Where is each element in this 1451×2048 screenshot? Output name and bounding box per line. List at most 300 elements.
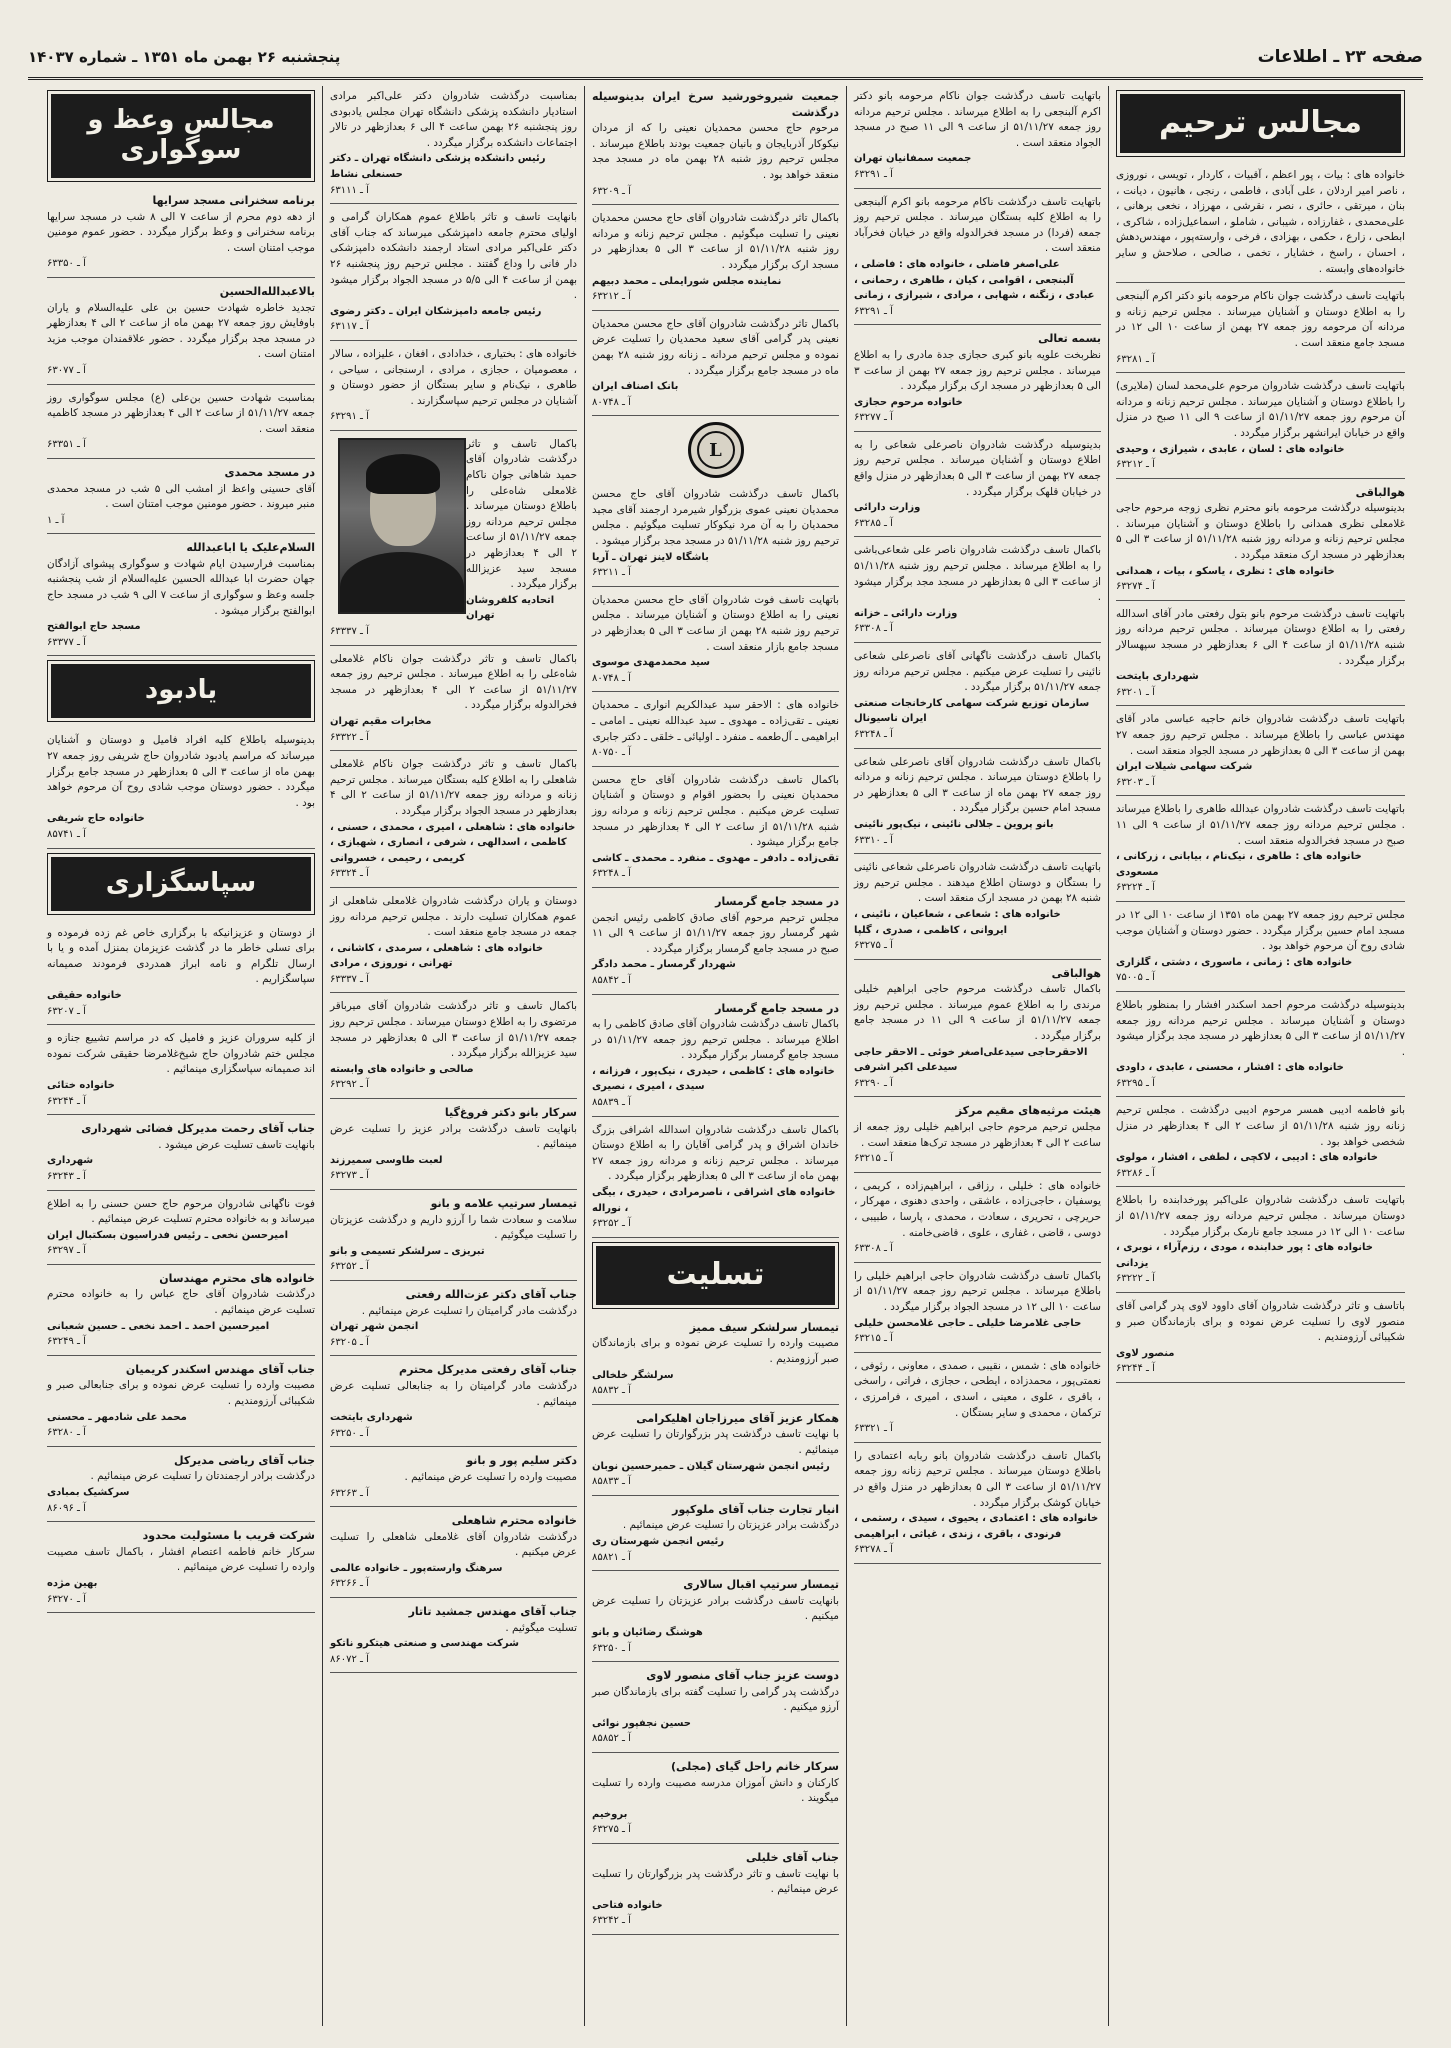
notice-body: باکمال تاسف درگذشت شادروان بانو ربابه اعتمادی را باطلاع دوستان میرساند . مجلس ترحیم زنانه روز جمعه ۵۱/۱۱/۲۷ از ساعت ۳ الی ۵ بعدازظهر در منزل واقع در خیابان کوشک برگزار میگردد . [854, 1449, 1102, 1509]
notice-signature: شهرداری [47, 1155, 94, 1167]
notice-body: با نهایت تاسف درگذشت پدر بزرگوارتان را تسلیت عرض مینمائیم . [592, 1428, 839, 1456]
notice-signature: سازمان توزیع شرکت سهامی کارخانجات صنعتی ایران ناسیونال [854, 697, 1090, 725]
notice [330, 1450, 577, 1507]
notice [854, 1176, 1101, 1263]
notice-code: آ ـ ۸۵۸۲۱ [592, 1551, 631, 1563]
notice-signature: رئیس جامعه دامپزشکان ایران ـ دکتر رضوی [330, 305, 542, 317]
notice-body: بدینوسیله درگذشت شادروان ناصرعلی شعاعی را به اطلاع دوستان و آشنایان میرساند . مجلس ترحیم روز جمعه ۲۷ بهمن از ساعت ۳ الی ۵ بعدازظهر در منزل واقع در خیابان قلهک برگزار میگردد . [854, 438, 1101, 498]
notice [854, 328, 1101, 432]
notice-body: باکمال تاثر درگذشت شادروان آقای حاج محسن محمدیان نعینی پدر گرامی آقای سعید محمدیان را تسلیت عرض نموده و مجلس ترحیم مردانه ـ زنانه روز شنبه ۲۸ بهمن ماه در مسجد جامع برگزار میگردد . [592, 317, 839, 377]
notice-code: آ ـ ۸۵۸۵۲ [592, 1733, 631, 1745]
notice [47, 1525, 315, 1613]
lions-club-logo [688, 422, 744, 478]
notice [1116, 905, 1405, 992]
notice-body: بمناسبت فرارسیدن ایام شهادت و سوگواری پیشوای آزادگان جهان حضرت ابا عبدالله الحسین علیه‌السلام از شب پنجشنبه جلسه وعظ و سوگواری از ساعت ۷ الی ۹ شب در مسجد حاج ابوالفتح برگزار میشود . [47, 557, 315, 617]
notice-code: آ ـ ۶۳۱۱۱ [330, 184, 369, 196]
notice [47, 1028, 315, 1115]
notice-body: خانواده های : خلیلی ، رزاقی ، ابراهیم‌زاده ، کریمی ، یوسفیان ، حاجی‌زاده ، عاشقی ، واحدی دهنوی ، مهرکار ، حریرچی ، تحریری ، سعادت ، محمدی ، پارسا ، طبیبی ، دوسی ، قاضی ، غفاری ، علوی ، قاضی‌خامنه . [854, 1179, 1101, 1239]
notice [854, 540, 1101, 643]
notice-signature: بانک اصناف ایران [592, 381, 679, 393]
notice [592, 1665, 839, 1753]
notice-code: آ ـ ۶۳۲۱۲ [592, 291, 631, 303]
notice-signature: خانواده های : شاهعلی ، امیری ، محمدی ، حسنی ، کاظمی ، اسدالهی ، شرفی ، انصاری ، شهبازی ، کریمی ، رحیمی ، خسروانی [330, 821, 576, 864]
notice-code: آ ـ ۶۳۲۵۰ [592, 1642, 631, 1654]
notice-body: باتهایت تاسف درگذشت شادروان علی‌اکبر پورخدابنده را باطلاع دوستان میرساند . مجلس ترحیم مردانه روز جمعه ۵۱/۱۱/۲۷ از ساعت ۱۰ الی ۱۲ در مسجد جامع نارمک برگزار میگردد . [1116, 1194, 1406, 1238]
notice-signature: الاحقرحاجی سیدعلی‌اصغر خوئی ـ الاحقر حاجی سیدعلی اکبر اشرفی [854, 1046, 1088, 1074]
notice-body: مصیبت وارده را تسلیت عرض مینمائیم . [404, 1470, 577, 1483]
notice-title: تیمسار سرتیپ علامه و بانو [430, 1197, 577, 1210]
notice-body: درگذشت پدر گرامی را تسلیت گفته برای بازماندگان صبر آرزو میکنیم . [592, 1685, 839, 1714]
notice-body: درگذشت شادروان آقای غلامعلی شاهعلی را تسلیت عرض میکنیم . [330, 1530, 577, 1559]
notice-signature: صالحی و خانواده های وابسته [330, 1063, 474, 1075]
notice-title: خانواده های محترم مهندسان [159, 1271, 315, 1285]
notice-signature: خانواده های : زمانی ، ماسوری ، دشتی ، گلزاری [1116, 956, 1353, 968]
notice-body: باکمال تاسف درگذشت شادروان آقای ناصرعلی شعاعی را باطلاع دوستان میرساند . مجلس ترحیم زنانه و مردانه روز جمعه ۲۷ بهمن ماه از ساعت ۳ الی ۵ بعدازظهر در مسجد امام حسین برگزار میگردد . [854, 755, 1101, 815]
page-label: صفحه ۲۳ ـ اطلاعات [1257, 46, 1423, 67]
notice-body: بدینوسیله درگذشت مرحوم احمد اسکندر افشار را بمنظور باطلاع دوستان و آشنایان میرساند . مجلس ترحیم مردانه روز جمعه ۵۱/۱۱/۲۷ از ساعت ۳ الی ۵ بعدازظهر در مسجد مجد برگزار میشود . [1116, 998, 1405, 1058]
notice-signature: شهرداری بایتخت [330, 1412, 413, 1424]
notice-body: تسلیت میگوئیم . [505, 1621, 577, 1634]
notice-signature: بهین مژده [47, 1577, 98, 1589]
notice-body: درگذشت برادر عزیزتان را تسلیت عرض مینمائیم . [622, 1519, 839, 1532]
notice-signature: خانواده حقیقی [47, 989, 122, 1001]
column-5 [1108, 86, 1412, 2026]
notice [47, 537, 315, 656]
col1-notices-a [47, 190, 315, 1613]
notice [1116, 1100, 1405, 1187]
notice-title: هیئت مرثیه‌های مقیم مرکز [955, 1104, 1101, 1118]
notice [330, 344, 577, 431]
notice-code: آ ـ ۶۳۲۷۵ [854, 940, 893, 952]
notice [330, 996, 577, 1099]
notice-signature: اتحادیه کلفروشان تهران [466, 594, 555, 622]
notice-title: تیمسار سرلشکر سیف ممیز [689, 1320, 839, 1334]
notice [330, 1601, 577, 1673]
notice-signature: حاجی غلامرضا خلیلی ـ حاجی غلامحسن خلیلی [854, 1317, 1082, 1329]
col2-notices [330, 86, 577, 1673]
notice-code: آ ـ ۶۳۲۴۸ [592, 868, 631, 880]
portrait-photo [338, 438, 466, 614]
notice [330, 1193, 577, 1281]
notice-signature: شرکت سهامی شیلات ایران [1116, 761, 1253, 773]
notice [592, 1120, 839, 1238]
notice [1116, 286, 1405, 373]
notice-code: آ ـ ۶۳۲۱۵ [854, 1333, 893, 1345]
notice-code: آ ـ ۸۵۸۳۲ [592, 1385, 631, 1397]
notice-body: درگذشت مادر گرامیتان را به جنابعالی تسلیت عرض مینمائیم . [330, 1379, 577, 1408]
notice-code: آ ـ ۶۳۲۸۶ [1116, 1167, 1155, 1179]
notice-signature: خانواده های اشراقی ، ناصرمرادی ، حیدری ، بیگی ، نوراله [592, 1187, 836, 1214]
notice-body: مرحوم حاج محسن محمدیان نعینی را که از مردان نیکوکار آذربایجان و بانیان جمعیت بودند باطلاع میرساند . مجلس ترحیم روز شنبه ۲۸ بهمن ماه در مسجد مجد منعقد خواهد بود . [592, 122, 839, 181]
notice-body: سلامت و سعادت شما را آرزو داریم و درگذشت عزیزتان را تسلیت میگوئیم . [330, 1213, 577, 1242]
notice-code: آ ـ ۶۳۲۹۷ [47, 1245, 86, 1257]
notice-body: باتهایت تاسف درگذشت ناکام مرحومه بانو اکرم آلبنجعی را به اطلاع کلیه بستگان میرساند . مجلس ترحیم روز جمعه (فردا) در مسجد فخرالدوله واقع در خیابان فخرآباد منعقد است . [854, 195, 1101, 255]
notice [47, 1268, 315, 1356]
notice-signature: خانواده های : کاظمی ، حیدری ، نیک‌پور ، فرزانه ، سیدی ، امیری ، نصیری [592, 1065, 835, 1093]
notice-signature: حسین نجفپور نوائی [592, 1717, 692, 1729]
notice-code: آ ـ ۶۳۳۵۰ [47, 258, 86, 270]
notice-code: آ ـ ۶۳۲۷۸ [854, 1544, 893, 1556]
notice [47, 1118, 315, 1190]
notice-signature: خانواده های : پور خدابنده ، مودی ، رزم‌آراء ، نوبری ، یزدانی [1116, 1242, 1373, 1269]
notice [330, 207, 577, 341]
notice-body: باتهایت تاسف درگذشت شادروان مرحوم علی‌محمد لسان (ملایری) را باطلاع دوستان و آشنایان میرساند . مجلس ترحیم زنانه و مردانه آن مرحوم روز جمعه ۵۱/۱۱/۲۷ از ساعت ۹ الی ۱۱ صبح در منزل واقع در خیابان ایرانشهر برگزار میگردد . [1116, 380, 1406, 439]
notice [592, 998, 839, 1117]
notice [592, 1756, 839, 1844]
notice-code: آ ـ ۶۳۳۰۸ [854, 623, 893, 635]
notice-title: جناب آقای رحمت مدیرکل فضائی شهرداری [81, 1122, 315, 1136]
notice [330, 86, 577, 204]
notice-code: آ ـ ۶۳۳۷۷ [47, 636, 86, 648]
notice-code: آ ـ ۶۳۳۲۲ [330, 731, 369, 743]
notice [1116, 482, 1405, 601]
notice [330, 1284, 577, 1356]
notice-code: آ ـ ۶۳۲۴۴ [47, 1095, 86, 1107]
notice-title: سرکار خانم راحل گیای (مجلی) [670, 1760, 839, 1774]
notice [47, 462, 315, 534]
notice-code: آ ـ ۶۳۲۸۱ [1116, 353, 1155, 365]
notice-signature: وزارت دارائی ـ خزانه [854, 607, 958, 619]
notice [592, 590, 839, 693]
notice [1116, 1296, 1405, 1383]
notice [1116, 376, 1405, 479]
notice-code: آ ـ ۶۳۳۳۷ [330, 626, 369, 637]
column-3 [584, 86, 846, 2026]
notice-signature: خانواده ختائی [47, 1079, 115, 1091]
notice-code: آ ـ ۶۳۲۹۱ [854, 168, 893, 180]
notice-signature: شهردار گرمسار ـ محمد دادگر [592, 959, 736, 971]
notice-body: باتهایت تاسف درگذشت شادروان خانم حاجیه عباسی مادر آقای مهندس عباسی را باطلاع میرساند . مجلس ترحیم روز جمعه ۲۷ بهمن از ساعت ۳ الی ۵ بعدازظهر در مسجد الجواد منعقد است . [1116, 713, 1405, 757]
tasliat-banner: تسلیت [596, 1246, 835, 1305]
notice [330, 1510, 577, 1598]
notice-body: مصیبت وارده را تسلیت عرض نموده و برای بازماندگان صبر آرزومندیم . [592, 1337, 839, 1365]
notice-signature: تقی‌زاده ـ دادفر ـ مهدوی ـ منفرد ـ محمدی ـ کاشی [592, 852, 839, 864]
notice-code: آ ـ ۸۰۷۴۸ [592, 672, 631, 684]
notice [592, 770, 839, 888]
notice-body: از دوستان و عزیزانیکه با برگزاری خاص غم زده فرموده و برای تسلی خاطر ما در گذشت عزیزمان بمنزل آمده و یا با ارسال تلگرام و نامه ابراز همدردی فرمودند صمیمانه سپاسگزاریم . [47, 926, 315, 986]
notice-body: تجدید خاطره شهادت حسین بن علی علیه‌السلام و یاران باوفایش روز جمعه ۲۷ بهمن ماه از ساعت ۲ الی ۴ بعدازظهر در مسجد مجد برگزار میگردد . حضور علاقمندان موجب مزید امتنان است . [47, 301, 316, 361]
notice-body: خانواده های : الاحقر سید عبدالکریم انواری ـ محمدیان نعینی ـ تقی‌زاده ـ مهدوی ـ سید عبدالله نعینی ـ امامی ـ ابراهیمی ـ آل‌طعمه ـ منفرد ـ اولیائی ـ خلقی ـ دکتر جابری [592, 699, 839, 743]
notice-body: مصیبت وارده را تسلیت عرض نموده و برای جنابعالی صبر و شکیبائی آرزومندیم . [47, 1379, 315, 1408]
notice-title: جناب آقای مهندس اسکندر کریمیان [125, 1362, 315, 1376]
notice-code: آ ـ ۸۵۸۳۳ [592, 1476, 631, 1488]
notice-body: بانهایت تاسف درگذشت برادر عزیزتان را تسلیت عرض میکنیم . [592, 1594, 839, 1623]
notice-body: درگذشت برادر ارجمندتان را تسلیت عرض مینمائیم . [90, 1470, 315, 1483]
notice-body: مجلس ترحیم روز جمعه ۲۷ بهمن ماه ۱۳۵۱ از ساعت ۱۰ الی ۱۲ در مسجد امام حسین برگزار میگردد . حضور دوستان و آشنایان موجب شادی روح آن مرحوم خواهد بود . [1116, 908, 1406, 953]
notice-code: آ ـ ۶۳۲۹۲ [330, 1079, 369, 1091]
notice-title: هوالباقی [1355, 485, 1405, 499]
notice-code: آ ـ ۶۳۲۶۳ [330, 1487, 369, 1499]
notice [854, 192, 1101, 326]
notice-title: خانواده محترم شاهعلی [451, 1514, 577, 1528]
columns [40, 86, 1412, 2026]
notice-signature: مسجد حاج ابوالفتح [47, 621, 141, 633]
notice-signature: خانواده های : اعتمادی ، یحیوی ، سیدی ، رستمی ، فرنودی ، باقری ، زندی ، غیاثی ، ابراهیمی [854, 1513, 1099, 1540]
notice [1116, 165, 1405, 283]
notice-code: آ ـ ۶۳۲۱۱ [592, 567, 631, 579]
notice-code: آ ـ ۶۳۲۸۰ [47, 1427, 86, 1439]
notice-title: جناب آقای دکتر عزت‌الله رفعتی [405, 1287, 577, 1301]
notice-code: آ ـ ۶۳۲۷۷ [854, 412, 893, 424]
notice-signature: امیرحسن نخعی ـ رئیس فدراسیون بسکتبال ایران [47, 1229, 289, 1241]
notice-title: همکار عزیز آقای میرزاجان اهلیکرامی [636, 1411, 839, 1425]
notice-code: آ ـ ۶۳۳۵۱ [47, 439, 86, 451]
notice-body: باکمال تاسف درگذشت شادروان اسدالله اشرافی بزرگ خاندان اشراق و پدر گرامی آقایان را به اطلاع دوستان میرساند . مجلس ترحیم زنانه و مردانه روز جمعه ۲۷ بهمن ماه از ساعت ۳ الی ۵ بعدازظهر برگزار میگردد . [592, 1123, 839, 1183]
notice-title: دکتر سلیم پور و بانو [466, 1454, 577, 1468]
notice-body: درگذشت مادر گرامیتان را تسلیت عرض مینمائیم . [361, 1304, 577, 1317]
notice-body: بدینوسیله باطلاع کلیه افراد فامیل و دوستان و آشنایان میرساند که مراسم یادبود شادروان حاج شریفی روز جمعه ۲۷ بهمن ماه از ساعت ۳ الی ۵ بعدازظهر در مسجد جامع برگزار میگردد . حضور دوستان موجب شادی روح آن مرحوم خواهد بود . [47, 734, 315, 809]
notice-signature: خانواده های : لسان ، عابدی ، شیرازی ، وحیدی [1116, 443, 1345, 455]
notice-code: آ ـ ۶۳۲۵۲ [330, 1261, 369, 1273]
notice-code: آ ـ ۶۳۲۴۸ [854, 728, 893, 740]
portrait-hair [366, 454, 440, 494]
notice [592, 208, 839, 311]
notice-signature: نماینده مجلس شورایملی ـ محمد دبیهم [592, 275, 782, 287]
notice-code: آ ـ ۷۵۰۰۵ [1116, 972, 1155, 984]
notice-body: باتهایت تاسف درگذشت شادروان ناصرعلی شعاعی نائینی را بستگان و دوستان اطلاع میدهند . مجلس ترحیم روز شنبه ۲۸ بهمن در مسجد ارک منعقد است . [854, 861, 1101, 905]
notice-signature: رئیس انجمن شهرستان گیلان ـ حمیرحسین نوبان [592, 1460, 830, 1472]
notice-title: انیار تجارت جناب آقای ملوکپور [672, 1502, 839, 1516]
notice-body: با نهایت تاسف و تاثر درگذشت پدر بزرگوارتان را تسلیت عرض مینمائیم . [592, 1867, 839, 1896]
notice-signature: هوشنگ رضائیان و بانو [592, 1626, 703, 1638]
notice [47, 1194, 315, 1265]
notice [592, 1574, 839, 1662]
notice-code: آ ـ ۶۳۲۱۵ [854, 1153, 893, 1165]
notice-body: باتاسف و تاثر درگذشت شادروان آقای داوود لاوی پدر گرامی آقای منصور لاوی را تسلیت عرض نموده و برای بازماندگان صبر و شکیبائی آرزومندیم . [1116, 1300, 1405, 1344]
notice-code: آ ـ ۱ [47, 514, 65, 526]
notice-code: آ ـ ۶۳۳۲۴ [330, 868, 369, 880]
notice-body: باکمال تاسف و تاثر درگذشت شادروان آقای حمید شاهانی جوان ناکام غلامعلی شاه‌علی را باطلاع دوستان میرساند . مجلس ترحیم مردانه روز جمعه ۵۱/۱۱/۲۷ از ساعت ۲ الی ۴ بعدازظهر در مسجد سید عزیزالله برگزار میگردد . [466, 437, 577, 591]
sepas-banner: سپاسگزاری [51, 857, 311, 911]
notice [854, 1266, 1101, 1353]
notice-signature: شهرداری بایتخت [1116, 671, 1199, 683]
notice-code: آ ـ ۶۳۲۴۲ [592, 1915, 631, 1927]
notice-title: دوست عزیز جناب آقای منصور لاوی [646, 1669, 839, 1683]
notice-body: بمناسبت شهادت حسین بن‌علی (ع) مجلس سوگواری روز جمعه ۵۱/۱۱/۲۷ از ساعت ۲ الی ۴ بعدازظهر در مسجد کاظمیه منعقد است . [47, 391, 315, 435]
notice-body: بانو فاطمه ادیبی همسر مرحوم ادیبی درگذشت . مجلس ترحیم زنانه روز شنبه ۵۱/۱۱/۲۸ از ساعت ۲ الی ۴ بعدازظهر در منزل شخصی خواهد بود . [1116, 1104, 1405, 1148]
notice-body: باتهایت تاسف درگذشت مرحوم بانو بتول رفعتی مادر آقای اسدالله رفعتی را به اطلاع دوستان میرساند . مجلس ترحیم مردانه روز شنبه ۵۱/۱۱/۲۸ از ساعت ۴ الی ۶ بعدازظهر در مسجد سپهسالار برگزار میگردد . [1116, 607, 1405, 667]
notice-title: در مسجد جامع گرمسار [715, 1001, 839, 1015]
notice-signature: خانواده های : شاهعلی ، سرمدی ، کاشانی ، تهرانی ، نوروزی ، مرادی [330, 942, 544, 970]
notice [47, 923, 315, 1026]
notice-code: آ ـ ۶۳۲۹۱ [330, 411, 369, 423]
notice-title: در مسجد محمدی [224, 465, 315, 479]
notice [592, 86, 839, 205]
notice-signature: بانو پروین ـ جلالی نائینی ، نیک‌پور نائینی [854, 818, 1054, 830]
column-4 [846, 86, 1108, 2026]
notice-code: آ ـ ۸۵۷۴۱ [47, 829, 86, 840]
notice-body: بمناسبت درگذشت شادروان دکتر علی‌اکبر مرادی استادیار دانشکده پزشکی دانشگاه تهران مجلس یادبودی روز پنجشنبه ۲۶ بهمن ساعت ۴ الی ۶ بعدازظهر در تالار اجتماعات دانشکده برگزار میگردد . [330, 90, 577, 149]
notice-title: برنامه سخنرانی مسجد سرایها [152, 194, 315, 207]
notice [592, 891, 839, 995]
notice-body: آقای حسینی واعظ از امشب الی ۵ شب در مسجد محمدی منبر میروند . حضور مومنین موجب امتنان است . [47, 482, 315, 511]
notice-title: سرکار بانو دکتر فروغ‌گیا [444, 1106, 577, 1120]
notice-title: جناب آقای رفعتی مدیرکل محترم [399, 1363, 577, 1377]
notice-body: کارکنان و دانش آموزان مدرسه مصیبت وارده را تسلیت میگویند . [592, 1776, 839, 1805]
notice-signature: امیرحسین احمد ـ احمد نخعی ـ حسین شعبانی [47, 1320, 270, 1332]
notice [854, 963, 1101, 1098]
notice-signature: سرکشیک بمبادی [47, 1487, 130, 1498]
notice-code: آ ـ ۸۵۸۳۹ [592, 1097, 631, 1109]
yadbood-banner: یادبود [51, 664, 311, 718]
notice-title: جناب آقای ریاضی مدیرکل [174, 1453, 315, 1467]
notice-title: بالاعبدالله‌الحسین [219, 284, 315, 298]
notice-body: خانواده های : بختیاری ، خدادادی ، افغان ، علیزاده ، سالار ، معصومیان ، حجازی ، مرادی ، ارسنجانی ، سیاحی ، طاهری ، نیک‌نام و سایر بستگان از حضور دوستان و آشنایان در مجلس ترحیم سپاسگزارند . [330, 347, 577, 407]
tarhim-banner: مجالس ترحیم [1120, 94, 1401, 153]
notice-signature: خانواده های : طاهری ، نیک‌نام ، بیابانی ، زرکانی ، مسعودی [1116, 851, 1362, 878]
notice-code: آ ـ ۶۳۲۹۰ [854, 1077, 893, 1089]
notice [854, 1446, 1101, 1564]
notice-title: السلام‌علیک یا اباعبدالله [186, 541, 315, 555]
notice-code: آ ـ ۶۳۲۴۴ [1116, 1363, 1155, 1375]
notice-code: آ ـ ۶۳۲۷۰ [47, 1593, 86, 1605]
col3-notices [592, 86, 839, 1935]
notice [592, 1408, 839, 1496]
notice-body: باکمال تاسف و تاثر درگذشت شادروان آقای میرباقر مرتضوی را به اطلاع دوستان میرساند . مجلس ترحیم روز جمعه ۵۱/۱۱/۲۷ از ساعت ۳ الی ۵ بعدازظهر در مسجد سید عزیزالله برگزار میگردد . [330, 1000, 577, 1060]
notice-signature: تبریزی ـ سرلشکر تسیمی و بانو [330, 1245, 485, 1257]
notice-code: آ ـ ۸۰۷۴۸ [592, 396, 631, 408]
notice [592, 695, 839, 766]
notice [47, 388, 315, 459]
col5-notices [1116, 165, 1405, 1383]
notice-code: آ ـ ۶۳۲۲۴ [1116, 882, 1155, 894]
notice-code: آ ـ ۶۳۲۷۳ [330, 1170, 369, 1182]
notice [592, 314, 839, 417]
notice-body: باکمال تاثر درگذشت شادروان آقای حاج محسن محمدیان نعینی را تسلیت میگوئیم . مجلس ترحیم زنانه و مردانه روز شنبه ۵۱/۱۱/۲۸ از ساعت ۳ الی ۵ بعدازظهر در مسجد ارک برگزار میگردد . [592, 212, 839, 271]
notice-body: باکمال تاسف و تاثر درگذشت جوان ناکام غلامعلی شاه‌علی را به اطلاع میرساند . مجلس ترحیم روز جمعه ۵۱/۱۱/۲۷ از ساعت ۲ الی ۴ بعدازظهر در مسجد فخرالدوله برگزار میگردد . [330, 652, 577, 712]
notice [1116, 799, 1405, 902]
notice [47, 1450, 315, 1522]
notice-body: سرکار خانم فاطمه اعتصام افشار ، باکمال تاسف مصیبت وارده را تسلیت عرض مینمائیم . [47, 1545, 315, 1574]
issue-label: پنجشنبه ۲۶ بهمن ماه ۱۳۵۱ ـ شماره ۱۴۰۳۷ [28, 47, 341, 66]
notice-title: شرکت قریب با مسئولیت محدود [142, 1529, 315, 1543]
notice-code: آ ـ ۶۳۲۸۵ [854, 517, 893, 529]
notice-signature: خانواده های : افشار ، محسنی ، عابدی ، داودی [1116, 1062, 1344, 1074]
notice-code: آ ـ ۶۳۲۷۴ [1116, 581, 1155, 593]
notice-signature: خانواده های : شعاعی ، شعاعیان ، نائینی ، ایروانی ، کاظمی ، صدری ، گلپا [854, 908, 1061, 936]
notice-code: آ ـ ۶۳۲۵۲ [592, 1218, 631, 1230]
notice [592, 484, 839, 587]
notice-code: آ ـ ۶۳۲۰۳ [1116, 776, 1155, 788]
notice-signature: جمعیت سمفانیان تهران [854, 153, 972, 165]
notice-body: باکمال تاسف درگذشت ناگهانی آقای ناصرعلی شعاعی نائینی را تسلیت عرض میکنیم . مجلس ترحیم مردانه روز جمعه ۵۱/۱۱/۲۷ برگزار میگردد . [854, 650, 1101, 694]
notice-signature: بروخیم [592, 1808, 628, 1820]
notice [854, 857, 1101, 960]
notice-title: جمعیت شیروخورشید سرخ ایران بدینوسیله درگذشت [592, 90, 839, 119]
notice [854, 752, 1101, 855]
notice-body: باکمال تاسف درگذشت شادروان آقای حاج محسن محمدیان نعینی را بحضور اقوام و دوستان و آشنایان تسلیت عرض میکنیم . مجلس ترحیم زنانه و مردانه روز شنبه ۵۱/۱۱/۲۸ از ساعت ۲ الی ۴ بعدازظهر در مسجد جامع برگزار میشود . [592, 773, 840, 849]
notice-body: دوستان و یاران درگذشت شادروان غلامعلی شاهعلی از عموم همکاران تسلیت دارند . مجلس ترحیم مردانه روز جمعه در مسجد جامع منعقد است . [330, 894, 577, 939]
column-1 [40, 86, 322, 2026]
notice [854, 646, 1101, 749]
notice-signature: باشگاه لاینز تهران ـ آریا [592, 551, 709, 563]
notice-signature: خانواده حاج شریفی [47, 813, 145, 825]
notice-body: باکمال تاسف درگذشت شادروان آقای حاج محسن محمدیان نعینی عموی بزرگوار شیرمرد ارجمند آقای مجید محمدیان را به آن مرد نیکوکار تسلیت میگوئیم . مجلس ترحیم روز شنبه ۵۱/۱۱/۲۸ در مسجد مجد برگزار میشود . [592, 488, 839, 548]
notice-signature: خانواده های : نظری ، یاسکو ، بیات ، همدانی [1116, 565, 1335, 577]
notice-code: آ ـ ۶۳۲۴۹ [47, 1336, 86, 1348]
notice-body: بدینوسیله درگذشت مرحومه بانو محترم نظری زوجه مرحوم حاجی غلامعلی نظری همدانی را باطلاع دوستان و آشنایان میرساند . مجلس ترحیم زنانه و مردانه روز شنبه ۵۱/۱۱/۲۸ از ساعت ۳ الی ۵ بعدازظهر در مسجد ارک منعقد میگردد . [1116, 502, 1405, 562]
notice-body: از کلیه سروران عزیز و فامیل که در مراسم تشییع جنازه و مجلس ختم شادروان حاج شیخ‌غلامرضا حقیقی شرکت نموده اند صمیمانه سپاسگزاری مینمائیم . [47, 1032, 315, 1076]
notice-title: بسمه تعالی [1038, 332, 1101, 346]
notice-code: آ ـ ۶۳۲۹۱ [854, 305, 893, 317]
notice-body: مجلس ترحیم مرحوم حاجی ابراهیم خلیلی روز جمعه از ساعت ۲ الی ۴ بعدازظهر در مسجد ترک‌ها منعقد است . [854, 1121, 1101, 1149]
notice-title: تیمسار سرتیپ اقبال سالاری [683, 1578, 839, 1592]
notice [854, 86, 1101, 189]
notice [330, 891, 577, 994]
notice-title: در مسجد جامع گرمسار [715, 894, 839, 908]
notice-code: آ ـ ۶۳۲۰۹ [592, 185, 631, 197]
notice-signature: سرهنگ وارسته‌پور ـ خانواده عالمی [330, 1562, 503, 1574]
portrait-shoulders [340, 552, 464, 614]
notice [592, 1317, 839, 1405]
notice-code: آ ـ ۶۳۲۹۵ [1116, 1077, 1155, 1089]
notice-signature: لعبت طاوسی سمیرزند [330, 1154, 443, 1166]
column-2 [322, 86, 584, 2026]
notice-title: جناب آقای مهندس جمشید تاتار [408, 1605, 577, 1619]
notice-code: آ ـ ۶۳۲۷۵ [592, 1824, 631, 1836]
notice-code: آ ـ ۶۳۳۱۰ [854, 834, 893, 846]
notice-signature: محمد علی شادمهر ـ محسنی [47, 1411, 187, 1423]
notice-body: بانهایت تاسف تسلیت عرض میشود . [158, 1138, 315, 1151]
notice-body: فوت ناگهانی شادروان مرحوم حاج حسن حسنی را به اطلاع میرساند و به خانواده محترم تسلیت عرض مینمائیم . [47, 1197, 315, 1226]
page-header [28, 36, 1423, 80]
vaz-banner: مجالس وعظ و سوگواری [51, 94, 311, 178]
notice-signature: وزارت دارائی [854, 502, 921, 514]
notice-signature: رئیس دانشکده پزشکی دانشگاه تهران ـ دکتر حسنعلی نشاط [330, 153, 546, 180]
notice [47, 730, 315, 848]
notice-code: آ ـ ۸۵۸۴۲ [592, 974, 631, 986]
notice-code: آ ـ ۸۰۷۵۰ [592, 747, 631, 759]
notice [330, 1102, 577, 1190]
notice-body: خانواده های : شمس ، نقیبی ، صمدی ، معاونی ، رئوفی ، نعمتی‌پور ، محمدزاده ، ایطحی ، حجازی ، فراتی ، راسخی ، باقری ، علوی ، معینی ، اسدی ، امیری ، فرامرزی ، ترکمان ، محمدی و سایر بستگان . [854, 1359, 1101, 1419]
notice-signature: رئیس انجمن شهرستان ری [592, 1535, 725, 1547]
notice [1116, 604, 1405, 707]
notice-signature: منصور لاوی [1116, 1347, 1175, 1359]
notice [47, 281, 315, 385]
notice [854, 435, 1101, 538]
notice-code: آ ـ ۶۳۲۰۷ [47, 1005, 86, 1017]
lions-logo-letter: L [697, 431, 735, 469]
notice [854, 1100, 1101, 1172]
notice-signature: سید محمدمهدی موسوی [592, 657, 710, 669]
notice-signature: خانواده فتاحی [592, 1899, 663, 1911]
notice-code: آ ـ ۶۳۲۲۲ [1116, 1273, 1155, 1285]
notice-code: آ ـ ۸۶۰۷۲ [330, 1653, 369, 1665]
notice-body: باتهایت تاسف فوت شادروان آقای حاج محسن محمدیان نعینی را به اطلاع دوستان و آشنایان میرساند . مجلس ترحیم روز شنبه ۲۸ بهمن از ساعت ۳ الی ۵ بعدازظهر در مسجد جامع بازار منعقد است . [592, 593, 840, 653]
notice-signature: خانواده های : ادیبی ، لاکچی ، لطفی ، افشار ، مولوی [1116, 1152, 1379, 1164]
notice [47, 190, 315, 278]
notice-body: باتهایت تاسف درگذشت جوان ناکام مرحومه بانو دکتر اکرم آلبنجعی را به اطلاع دوستان و آشنایان میرساند . مجلس ترحیم زنانه و مردانه آن مرحومه روز جمعه ۲۷ بهمن از ساعت ۱۰ الی ۱۲ در مسجد جامع منعقد است . [1116, 290, 1405, 349]
notice-title: هوالباقی [1051, 966, 1101, 980]
notice [330, 649, 577, 752]
notice-signature: انجمن شهر تهران [330, 1321, 419, 1333]
notice-signature: علی‌اصغر فاضلی ، خانواده های : فاضلی ، آلبنجعی ، اقوامی ، کیان ، طاهری ، رحمانی ، عبادی ، زنگنه ، شهابی ، مرادی ، شیرازی ، زمانی [854, 258, 1095, 302]
notice [1116, 1190, 1405, 1293]
notice-body: باتهایت تاسف درگذشت شادروان عبدالله طاهری را باطلاع میرساند . مجلس ترحیم مردانه روز جمعه ۵۱/۱۱/۲۷ از ساعت ۹ الی ۱۱ صبح در مسجد فخرالدوله منعقد است . [1116, 803, 1405, 847]
notice-body: باتهایت تاسف درگذشت جوان ناکام مرحومه بانو دکتر اکرم آلبنجعی را به اطلاع میرساند . مجلس ترحیم مردانه روز جمعه ۵۱/۱۱/۲۷ از ساعت ۹ الی ۱۱ صبح در مسجد الجواد منعقد است . [854, 90, 1101, 149]
notice-code: آ ـ ۶۳۲۶۶ [330, 1578, 369, 1590]
notice [854, 1356, 1101, 1443]
notice-body: از دهه دوم محرم از ساعت ۷ الی ۸ شب در مسجد سرایها برنامه سخنرانی و وعظ برگزار میگردد . حضور عموم مومنین موجب امتنان است . [47, 210, 316, 254]
notice-code: آ ـ ۶۳۲۰۵ [330, 1336, 369, 1348]
notice-body: نظربخت علویه بانو کبری حجازی جدة مادری را به اطلاع میرساند . مجلس ترحیم روز جمعه ۲۷ بهمن از ساعت ۳ الی ۵ بعدازظهر در مسجد ارک برگزار میگردد . [854, 348, 1101, 393]
notice-code: آ ـ ۶۳۳۳۷ [330, 973, 369, 985]
notice-body: باکمال تاسف درگذشت مرحوم حاجی ابراهیم خلیلی مرندی را به اطلاع عموم میرساند . مجلس ترحیم روز جمعه ۵۱/۱۱/۲۷ از ساعت ۹ الی ۱۱ در مسجد جامع برگزار میگردد . [854, 983, 1101, 1043]
notice-body: خانواده های : بیات ، پور اعظم ، آقبیات ، کاردار ، تویسی ، نوروزی ، ناصر امیر اردلان ، علی آبادی ، فاطمی ، رنجی ، هانیون ، دیانت ، بنان ، میرتقی ، حائری ، نصر ، نقرشی ، مهرزاد ، نخعی برهانی ، علی‌محمدی ، غفارزاده ، شیبانی ، شاملو ، اسماعیل‌زاده ، شاکری ، ابطحی ، زارع ، حکمی ، بهزادی ، فرخی ، وارسته‌پور ، مهندس‌دهش ، احسان ، راسخ ، خشایار ، تخمی ، صالحی ، صلاحش و سایر خانواده‌های وابسته . [1116, 169, 1405, 275]
notice-signature: سرلشگر خلخالی [592, 1369, 674, 1381]
notice-signature: خانواده مرحوم حجازی [854, 396, 963, 408]
notice-code: آ ـ ۶۳۳۲۱ [854, 1423, 893, 1435]
